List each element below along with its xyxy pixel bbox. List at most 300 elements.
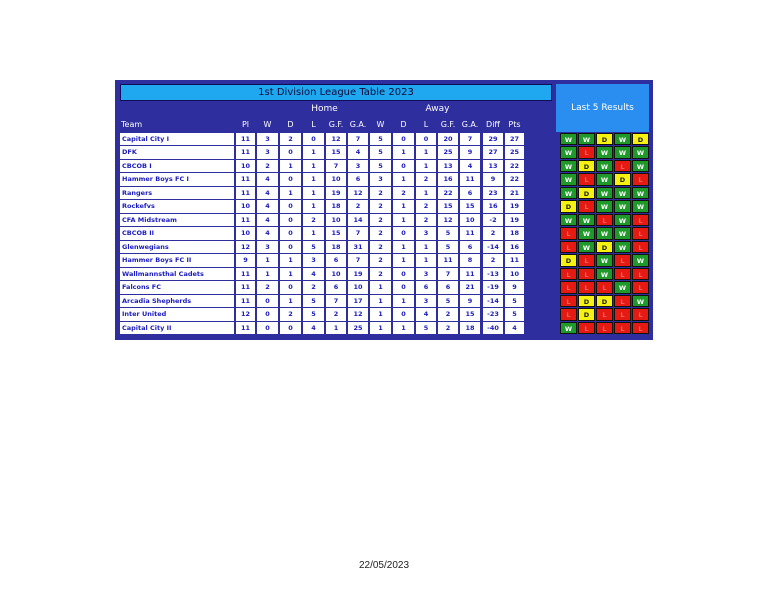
- cell-pl: 10: [236, 200, 255, 213]
- result-badge: W: [632, 200, 649, 213]
- result-badge: L: [560, 308, 577, 321]
- cell-away-l: 1: [416, 146, 436, 159]
- result-badge: W: [560, 187, 577, 200]
- result-badge: L: [578, 173, 595, 186]
- cell-home-d: 0: [280, 227, 301, 240]
- cell-home-d: 0: [280, 173, 301, 186]
- cell-away-l: 2: [416, 173, 436, 186]
- result-badge: L: [560, 281, 577, 294]
- cell-diff: 29: [483, 133, 503, 146]
- cell-home-gf: 12: [326, 133, 346, 146]
- result-badge: L: [560, 241, 577, 254]
- cell-away-l: 3: [416, 268, 436, 281]
- result-badge: W: [578, 133, 595, 146]
- cell-home-l: 1: [303, 160, 324, 173]
- cell-home-gf: 15: [326, 227, 346, 240]
- cell-pts: 22: [505, 160, 524, 173]
- cell-home-l: 1: [303, 227, 324, 240]
- result-badge: L: [632, 268, 649, 281]
- cell-team: Rangers: [120, 187, 234, 200]
- cell-away-l: 2: [416, 214, 436, 227]
- cell-home-d: 1: [280, 160, 301, 173]
- cell-away-w: 2: [370, 268, 391, 281]
- cell-away-d: 1: [393, 241, 414, 254]
- cell-away-gf: 6: [438, 281, 458, 294]
- cell-away-l: 2: [416, 200, 436, 213]
- col-header-pl: Pl: [241, 120, 250, 129]
- home-header: Home: [311, 104, 338, 114]
- cell-away-w: 2: [370, 187, 391, 200]
- cell-pl: 11: [236, 268, 255, 281]
- cell-home-ga: 4: [348, 146, 368, 159]
- cell-away-l: 1: [416, 187, 436, 200]
- result-badge: L: [614, 160, 631, 173]
- cell-diff: 9: [483, 173, 503, 186]
- results-row: [556, 159, 649, 173]
- cell-team: Wallmannsthal Cadets: [120, 268, 234, 281]
- cell-pts: 21: [505, 187, 524, 200]
- result-badge: W: [578, 241, 595, 254]
- cell-pl: 11: [236, 281, 255, 294]
- cell-team: DFK: [120, 146, 234, 159]
- cell-pts: 19: [505, 200, 524, 213]
- cell-pts: 16: [505, 241, 524, 254]
- cell-pts: 5: [505, 295, 524, 308]
- cell-home-l: 2: [303, 214, 324, 227]
- cell-home-d: 0: [280, 200, 301, 213]
- cell-home-d: 1: [280, 295, 301, 308]
- result-badge: L: [614, 254, 631, 267]
- result-badge: D: [596, 133, 613, 146]
- results-row: [556, 308, 649, 322]
- cell-home-d: 0: [280, 241, 301, 254]
- cell-away-ga: 9: [460, 146, 480, 159]
- result-badge: W: [596, 227, 613, 240]
- cell-home-ga: 6: [348, 173, 368, 186]
- table-row: [119, 321, 553, 335]
- cell-diff: -14: [483, 295, 503, 308]
- cell-away-w: 5: [370, 133, 391, 146]
- cell-home-ga: 12: [348, 308, 368, 321]
- cell-away-ga: 10: [460, 214, 480, 227]
- result-badge: L: [614, 295, 631, 308]
- cell-away-d: 0: [393, 133, 414, 146]
- result-badge: L: [578, 200, 595, 213]
- cell-away-gf: 7: [438, 268, 458, 281]
- results-row: [556, 186, 649, 200]
- cell-home-d: 2: [280, 308, 301, 321]
- cell-away-l: 1: [416, 241, 436, 254]
- col-header-home-ga: G.A.: [349, 120, 367, 129]
- cell-diff: 13: [483, 160, 503, 173]
- cell-away-ga: 7: [460, 133, 480, 146]
- cell-team: Hammer Boys FC II: [120, 254, 234, 267]
- results-row: [556, 240, 649, 254]
- cell-away-w: 2: [370, 254, 391, 267]
- cell-home-gf: 10: [326, 268, 346, 281]
- cell-team: Capital City II: [120, 322, 234, 335]
- cell-team: Inter United: [120, 308, 234, 321]
- cell-home-d: 1: [280, 187, 301, 200]
- cell-pl: 10: [236, 227, 255, 240]
- result-badge: W: [632, 254, 649, 267]
- cell-home-l: 1: [303, 200, 324, 213]
- cell-home-w: 2: [257, 281, 278, 294]
- result-badge: W: [596, 200, 613, 213]
- result-badge: W: [560, 146, 577, 159]
- results-row: [556, 254, 649, 268]
- cell-away-w: 2: [370, 241, 391, 254]
- cell-away-d: 1: [393, 322, 414, 335]
- col-header-home-d: D: [287, 120, 294, 129]
- cell-away-w: 2: [370, 214, 391, 227]
- cell-team: CBCOB I: [120, 160, 234, 173]
- cell-away-gf: 5: [438, 227, 458, 240]
- cell-home-d: 0: [280, 214, 301, 227]
- cell-home-l: 5: [303, 295, 324, 308]
- footer-date: 22/05/2023: [358, 560, 410, 571]
- results-row: [556, 281, 649, 295]
- col-header-diff: Diff: [486, 120, 500, 129]
- result-badge: D: [632, 133, 649, 146]
- cell-home-ga: 14: [348, 214, 368, 227]
- result-badge: D: [578, 187, 595, 200]
- cell-home-d: 1: [280, 254, 301, 267]
- cell-away-l: 1: [416, 160, 436, 173]
- result-badge: D: [614, 173, 631, 186]
- cell-home-ga: 19: [348, 268, 368, 281]
- cell-diff: -40: [483, 322, 503, 335]
- cell-away-l: 3: [416, 295, 436, 308]
- col-header-team: Team: [121, 120, 143, 129]
- col-header-pts: Pts: [508, 120, 521, 129]
- cell-home-ga: 7: [348, 254, 368, 267]
- cell-diff: 2: [483, 254, 503, 267]
- result-badge: L: [560, 268, 577, 281]
- result-badge: D: [578, 308, 595, 321]
- table-row: [119, 294, 553, 308]
- results-body: [556, 132, 649, 335]
- cell-team: Falcons FC: [120, 281, 234, 294]
- cell-home-ga: 3: [348, 160, 368, 173]
- cell-away-d: 0: [393, 268, 414, 281]
- cell-pl: 11: [236, 214, 255, 227]
- col-header-home-l: L: [311, 120, 316, 129]
- cell-home-l: 5: [303, 241, 324, 254]
- result-badge: W: [614, 281, 631, 294]
- cell-away-l: 1: [416, 254, 436, 267]
- cell-away-ga: 6: [460, 187, 480, 200]
- result-badge: L: [560, 227, 577, 240]
- results-row: [556, 132, 649, 146]
- cell-away-l: 3: [416, 227, 436, 240]
- cell-home-w: 1: [257, 268, 278, 281]
- result-badge: D: [578, 160, 595, 173]
- result-badge: L: [578, 322, 595, 335]
- result-badge: W: [632, 187, 649, 200]
- cell-diff: -2: [483, 214, 503, 227]
- cell-away-ga: 15: [460, 200, 480, 213]
- cell-away-gf: 5: [438, 295, 458, 308]
- cell-away-gf: 13: [438, 160, 458, 173]
- cell-home-l: 1: [303, 146, 324, 159]
- cell-away-d: 0: [393, 281, 414, 294]
- cell-home-l: 5: [303, 308, 324, 321]
- cell-home-l: 4: [303, 322, 324, 335]
- cell-pts: 10: [505, 268, 524, 281]
- cell-pl: 12: [236, 241, 255, 254]
- table-row: [119, 267, 553, 281]
- cell-home-gf: 6: [326, 254, 346, 267]
- result-badge: L: [596, 322, 613, 335]
- cell-diff: -13: [483, 268, 503, 281]
- cell-away-w: 2: [370, 200, 391, 213]
- cell-away-gf: 11: [438, 254, 458, 267]
- cell-home-w: 0: [257, 308, 278, 321]
- cell-team: Rockefvs: [120, 200, 234, 213]
- cell-pl: 11: [236, 146, 255, 159]
- cell-away-l: 6: [416, 281, 436, 294]
- cell-pts: 25: [505, 146, 524, 159]
- cell-away-gf: 15: [438, 200, 458, 213]
- cell-away-d: 1: [393, 295, 414, 308]
- cell-diff: -14: [483, 241, 503, 254]
- cell-pl: 9: [236, 254, 255, 267]
- cell-away-gf: 22: [438, 187, 458, 200]
- result-badge: L: [578, 268, 595, 281]
- cell-diff: -19: [483, 281, 503, 294]
- results-title: Last 5 Results: [556, 84, 649, 132]
- cell-pl: 11: [236, 133, 255, 146]
- cell-diff: 2: [483, 227, 503, 240]
- cell-home-gf: 1: [326, 322, 346, 335]
- result-badge: W: [560, 133, 577, 146]
- result-badge: W: [596, 160, 613, 173]
- result-badge: D: [560, 200, 577, 213]
- table-title: 1st Division League Table 2023: [120, 84, 552, 101]
- result-badge: W: [632, 160, 649, 173]
- cell-away-w: 5: [370, 146, 391, 159]
- result-badge: L: [614, 268, 631, 281]
- result-badge: W: [614, 200, 631, 213]
- cell-home-ga: 7: [348, 133, 368, 146]
- cell-home-l: 0: [303, 133, 324, 146]
- cell-diff: -23: [483, 308, 503, 321]
- cell-away-d: 0: [393, 308, 414, 321]
- cell-away-d: 1: [393, 254, 414, 267]
- cell-home-gf: 15: [326, 146, 346, 159]
- cell-away-ga: 6: [460, 241, 480, 254]
- results-row: [556, 321, 649, 335]
- cell-away-gf: 5: [438, 241, 458, 254]
- cell-pl: 10: [236, 160, 255, 173]
- cell-away-d: 1: [393, 173, 414, 186]
- table-row: [119, 227, 553, 241]
- col-header-away-l: L: [423, 120, 429, 129]
- col-header-away-d: D: [400, 120, 407, 129]
- cell-away-gf: 2: [438, 322, 458, 335]
- result-badge: W: [614, 227, 631, 240]
- cell-pts: 9: [505, 281, 524, 294]
- cell-home-l: 1: [303, 187, 324, 200]
- cell-pts: 22: [505, 173, 524, 186]
- cell-away-l: 0: [416, 133, 436, 146]
- cell-home-gf: 18: [326, 200, 346, 213]
- cell-away-ga: 4: [460, 160, 480, 173]
- cell-home-l: 3: [303, 254, 324, 267]
- cell-home-ga: 12: [348, 187, 368, 200]
- table-body: [119, 132, 553, 335]
- result-badge: D: [596, 295, 613, 308]
- cell-away-l: 5: [416, 322, 436, 335]
- result-badge: L: [632, 241, 649, 254]
- result-badge: W: [578, 214, 595, 227]
- cell-away-w: 2: [370, 227, 391, 240]
- col-header-home-w: W: [263, 120, 272, 129]
- result-badge: L: [578, 281, 595, 294]
- result-badge: L: [578, 254, 595, 267]
- results-row: [556, 213, 649, 227]
- table-row: [119, 146, 553, 160]
- cell-home-ga: 17: [348, 295, 368, 308]
- cell-away-w: 1: [370, 322, 391, 335]
- cell-away-gf: 2: [438, 308, 458, 321]
- result-badge: D: [560, 254, 577, 267]
- cell-pl: 11: [236, 187, 255, 200]
- away-header: Away: [425, 104, 450, 114]
- result-badge: L: [614, 308, 631, 321]
- cell-away-d: 0: [393, 227, 414, 240]
- league-table: [115, 80, 653, 340]
- result-badge: W: [632, 146, 649, 159]
- cell-diff: 16: [483, 200, 503, 213]
- results-row: [556, 227, 649, 241]
- cell-away-d: 0: [393, 160, 414, 173]
- cell-home-w: 3: [257, 146, 278, 159]
- result-badge: W: [578, 227, 595, 240]
- cell-team: Glenwegians: [120, 241, 234, 254]
- cell-away-w: 5: [370, 160, 391, 173]
- cell-home-gf: 10: [326, 214, 346, 227]
- cell-away-gf: 12: [438, 214, 458, 227]
- results-row: [556, 146, 649, 160]
- result-badge: L: [632, 322, 649, 335]
- cell-home-gf: 19: [326, 187, 346, 200]
- result-badge: L: [614, 322, 631, 335]
- cell-away-ga: 11: [460, 173, 480, 186]
- cell-home-w: 4: [257, 227, 278, 240]
- cell-pts: 5: [505, 308, 524, 321]
- table-row: [119, 132, 553, 146]
- result-badge: W: [596, 187, 613, 200]
- cell-pl: 11: [236, 173, 255, 186]
- cell-home-ga: 2: [348, 200, 368, 213]
- result-badge: W: [632, 295, 649, 308]
- result-badge: W: [596, 254, 613, 267]
- cell-away-d: 1: [393, 214, 414, 227]
- cell-away-w: 1: [370, 295, 391, 308]
- cell-pts: 18: [505, 227, 524, 240]
- last-results-panel: [556, 84, 649, 336]
- cell-away-d: 2: [393, 187, 414, 200]
- cell-pts: 11: [505, 254, 524, 267]
- results-row: [556, 173, 649, 187]
- cell-home-w: 4: [257, 187, 278, 200]
- result-badge: L: [632, 227, 649, 240]
- cell-home-w: 3: [257, 241, 278, 254]
- table-row: [119, 240, 553, 254]
- cell-home-w: 3: [257, 133, 278, 146]
- result-badge: W: [614, 146, 631, 159]
- col-header-home-gf: G.F.: [328, 120, 344, 129]
- result-badge: L: [578, 146, 595, 159]
- cell-away-ga: 8: [460, 254, 480, 267]
- cell-team: CFA Midstream: [120, 214, 234, 227]
- result-badge: D: [596, 241, 613, 254]
- cell-away-ga: 9: [460, 295, 480, 308]
- cell-home-l: 1: [303, 173, 324, 186]
- cell-home-d: 0: [280, 146, 301, 159]
- table-row: [119, 186, 553, 200]
- cell-away-w: 3: [370, 173, 391, 186]
- results-row: [556, 294, 649, 308]
- result-badge: L: [560, 295, 577, 308]
- cell-away-ga: 15: [460, 308, 480, 321]
- result-badge: L: [632, 173, 649, 186]
- result-badge: W: [614, 187, 631, 200]
- results-row: [556, 267, 649, 281]
- results-row: [556, 200, 649, 214]
- cell-home-gf: 6: [326, 281, 346, 294]
- cell-home-w: 4: [257, 200, 278, 213]
- table-row: [119, 159, 553, 173]
- cell-team: Hammer Boys FC I: [120, 173, 234, 186]
- cell-home-w: 4: [257, 173, 278, 186]
- table-row: [119, 308, 553, 322]
- result-badge: L: [632, 281, 649, 294]
- result-badge: W: [614, 214, 631, 227]
- result-badge: L: [632, 214, 649, 227]
- result-badge: W: [560, 322, 577, 335]
- result-badge: L: [596, 308, 613, 321]
- cell-home-d: 0: [280, 281, 301, 294]
- cell-home-gf: 18: [326, 241, 346, 254]
- cell-away-w: 1: [370, 308, 391, 321]
- cell-home-w: 0: [257, 322, 278, 335]
- cell-pl: 11: [236, 322, 255, 335]
- cell-away-ga: 11: [460, 268, 480, 281]
- cell-pl: 12: [236, 308, 255, 321]
- result-badge: L: [596, 281, 613, 294]
- cell-away-gf: 25: [438, 146, 458, 159]
- cell-team: Capital City I: [120, 133, 234, 146]
- result-badge: W: [596, 146, 613, 159]
- result-badge: L: [596, 214, 613, 227]
- col-header-away-ga: G.A.: [461, 120, 479, 129]
- result-badge: W: [560, 214, 577, 227]
- cell-home-ga: 31: [348, 241, 368, 254]
- result-badge: W: [614, 241, 631, 254]
- table-row: [119, 281, 553, 295]
- cell-home-w: 0: [257, 295, 278, 308]
- result-badge: W: [596, 173, 613, 186]
- cell-home-ga: 25: [348, 322, 368, 335]
- cell-away-gf: 20: [438, 133, 458, 146]
- cell-team: CBCOB II: [120, 227, 234, 240]
- cell-home-w: 2: [257, 160, 278, 173]
- result-badge: W: [614, 133, 631, 146]
- col-header-away-gf: G.F.: [440, 120, 456, 129]
